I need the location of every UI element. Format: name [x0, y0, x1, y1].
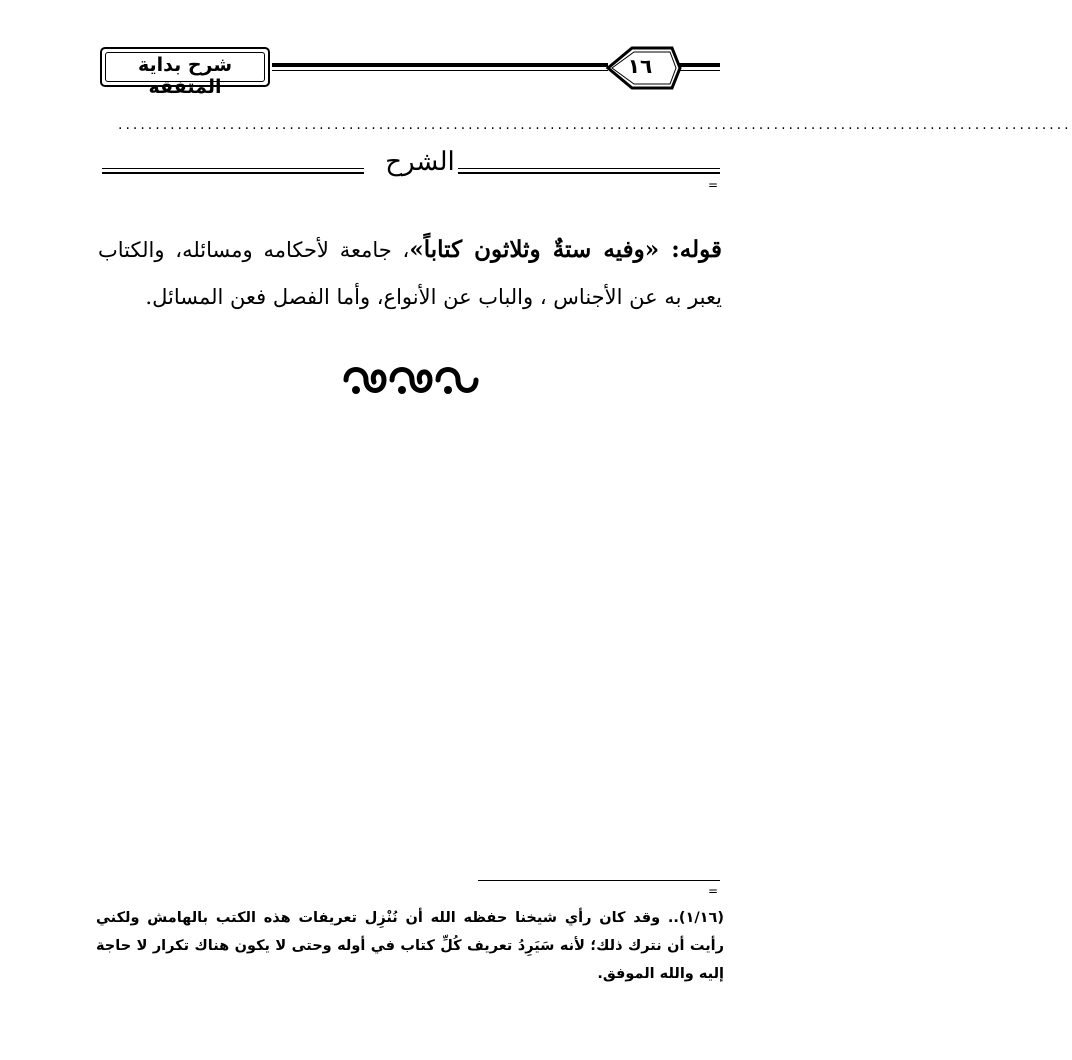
book-title: شرح بداية المتفقه	[137, 54, 233, 98]
body-text: ، جامعة لأحكامه ومسائله، والكتاب يعبر به عن الأجناس ، والباب عن الأنواع، وأما الفصل فعن المسائل.	[98, 238, 722, 309]
body-paragraph	[98, 226, 722, 321]
header-rule-thick	[272, 63, 608, 67]
footnote-separator	[478, 880, 720, 881]
footnote-text: (١/١٦).. وقد كان رأي شيخنا حفظه الله أن نُنْزِل تعريفات هذه الكتب بالهامش ولكني رأيت أن نترك ذلك؛ لأنه سَيَرِدُ تعريف كُلِّ كتاب في أوله وحتى لا يكون هناك تكرار لا حاجة إليه والله الموفق.	[96, 910, 724, 982]
body-lead-quote: قوله: «وفيه ستةٌ وثلاثون كتاباً»	[409, 236, 722, 263]
header-rule-thin	[272, 70, 608, 71]
section-rule-right-top	[458, 168, 720, 169]
book-title-box	[100, 47, 270, 98]
decorative-ornament-icon	[340, 360, 480, 400]
dotted-separator: ................................................................................................................................	[118, 117, 1072, 133]
section-rule-right-bottom	[458, 172, 720, 174]
page-number: ١٦	[627, 54, 653, 78]
section-rule-left-top	[102, 168, 364, 169]
section-rule-left-bottom	[102, 172, 364, 174]
equals-mark-top: =	[708, 178, 719, 192]
section-title: الشرح	[385, 147, 455, 177]
equals-mark-footnote: =	[708, 884, 719, 898]
